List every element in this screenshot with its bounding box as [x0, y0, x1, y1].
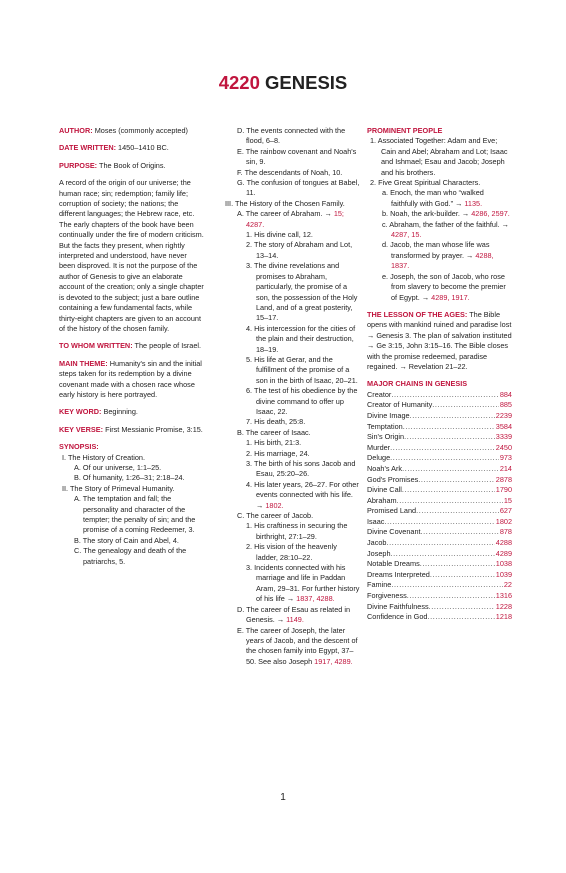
lesson-label: THE LESSON OF THE AGES:	[367, 309, 468, 319]
dot-leader	[384, 517, 494, 527]
dot-leader	[427, 612, 494, 622]
outline-item	[222, 449, 360, 459]
outline-item	[222, 626, 360, 668]
chain-name: Jacob	[367, 538, 387, 548]
chain-row	[367, 612, 512, 623]
chain-reference: 2450	[495, 442, 512, 452]
chain-reference: 973	[499, 453, 512, 463]
purpose-label: PURPOSE:	[59, 160, 98, 170]
outline-item	[59, 463, 205, 473]
outline-item	[222, 521, 360, 542]
outline-item-text: 7. His death, 25:8.	[246, 417, 306, 427]
chain-row	[367, 411, 512, 422]
cross-reference: 4286, 2597.	[471, 209, 510, 219]
outline-item	[222, 428, 360, 438]
chain-reference: 884	[499, 389, 512, 399]
outline-item	[367, 220, 512, 241]
outline-item-text: I. The History of Creation.	[62, 452, 146, 462]
outline-item	[367, 178, 512, 188]
main-theme-text: Humanity's sin and the initial steps taken for its redemption by a divine covenant made with a chosen race whose early history is here portrayed.	[59, 358, 202, 399]
date-written-label: DATE WRITTEN:	[59, 143, 117, 153]
outline-item-text: 5. His life at Gerar, and the fulfillment of the promise of a son in the birth of Isaac, 20–21.	[246, 354, 358, 385]
outline-item	[367, 240, 512, 271]
page-title	[0, 72, 566, 94]
outline-item-text: d. Jacob, the man whose life was transformed by prayer. →	[382, 240, 490, 260]
chain-reference: 885	[499, 400, 512, 410]
outline-item	[59, 473, 205, 483]
outline-item-text: C. The genealogy and death of the patriarchs, 5.	[74, 546, 187, 566]
outline-item	[222, 178, 360, 199]
purpose-section	[59, 161, 205, 171]
outline-item-text: 1. His craftiness in securing the birthright, 27:1–29.	[246, 521, 348, 541]
chain-name: Divine Faithfulness	[367, 601, 429, 611]
outline-item	[59, 536, 205, 546]
title-page-number: 4220	[218, 72, 260, 93]
outline-item	[222, 438, 360, 448]
chain-reference: 1228	[495, 601, 512, 611]
chain-reference: 22	[503, 580, 512, 590]
outline-item-text: E. The rainbow covenant and Noah's sin, 9.	[237, 146, 357, 167]
cross-reference: 4288, 1837.	[391, 250, 494, 271]
dot-leader	[390, 443, 495, 453]
chain-reference: 1218	[495, 612, 512, 622]
column-left	[59, 126, 205, 567]
outline-item	[59, 453, 205, 463]
outline-item-text: 3. The birth of his sons Jacob and Esau, 25:20–26.	[246, 459, 356, 479]
chain-name: God's Promises	[367, 474, 419, 484]
dot-leader	[432, 400, 499, 410]
outline-item-text: C. The career of Jacob.	[237, 511, 314, 521]
outline-item-text: 2. His vision of the heavenly ladder, 28:10–22.	[246, 542, 337, 562]
outline-item	[222, 240, 360, 261]
dot-leader	[421, 527, 499, 537]
key-verse-text: First Messianic Promise, 3:15.	[105, 424, 203, 434]
chain-reference: 2239	[495, 410, 512, 420]
outline-item-text: III. The History of the Chosen Family.	[225, 198, 345, 208]
chain-name: Confidence in God	[367, 612, 428, 622]
lesson-text: The Bible opens with mankind ruined and paradise lost → Genesis 3. The plan of salvation instituted → Ge 3:15, John 3:15–16. The Bible closes with the promise redeemed, paradise regained. → Revelation 21–22.	[367, 309, 512, 371]
cross-reference: 4287, 15.	[391, 230, 422, 240]
chain-row	[367, 517, 512, 528]
dot-leader	[420, 559, 495, 569]
dot-leader	[390, 453, 499, 463]
synopsis-list-part2	[222, 126, 360, 667]
main-theme-label: MAIN THEME:	[59, 358, 108, 368]
outline-item-text: 1. His birth, 21:3.	[246, 438, 302, 448]
chain-reference: 1316	[495, 591, 512, 601]
chain-row	[367, 432, 512, 443]
chain-row	[367, 390, 512, 401]
outline-item	[222, 261, 360, 323]
outline-item	[222, 168, 360, 178]
chain-reference: 1802	[495, 516, 512, 526]
chain-row	[367, 559, 512, 570]
chain-row	[367, 400, 512, 411]
outline-item	[222, 147, 360, 168]
outline-item	[59, 546, 205, 567]
prominent-people-list	[367, 136, 512, 303]
outline-item	[59, 484, 205, 494]
chain-row	[367, 475, 512, 486]
cross-reference: 1837, 4288.	[296, 594, 335, 604]
outline-item-text: a. Enoch, the man who “walked faithfully with God.” →	[382, 188, 484, 208]
outline-item-text: B. The story of Cain and Abel, 4.	[74, 535, 179, 545]
chain-row	[367, 496, 512, 507]
chain-name: Murder	[367, 442, 391, 452]
outline-item	[222, 386, 360, 417]
outline-item	[222, 209, 360, 230]
chain-name: Forgiveness	[367, 591, 407, 601]
to-whom-section	[59, 341, 205, 351]
chain-reference: 214	[499, 463, 512, 473]
outline-item-text: 4. His later years, 26–27. For other events connected with his life. →	[246, 479, 359, 510]
dot-leader	[391, 580, 503, 590]
outline-item	[59, 494, 205, 536]
outline-item-text: 4. His intercession for the cities of the plain and their destruction, 18–19.	[246, 323, 356, 354]
dot-leader	[410, 411, 495, 421]
main-theme-section	[59, 359, 205, 401]
outline-item	[222, 605, 360, 626]
outline-item-text: A. The temptation and fall; the personality and character of the tempter; the penalty of sin; and the promise of a coming Redeemer, 3.	[74, 494, 196, 535]
outline-item-text: D. The career of Esau as related in Genesis. →	[237, 604, 351, 625]
outline-item	[222, 230, 360, 240]
chain-name: Divine Image	[367, 410, 410, 420]
chain-row	[367, 506, 512, 517]
outline-item-text: b. Noah, the ark-builder. →	[382, 209, 472, 219]
cross-reference: 1917, 4289.	[314, 656, 353, 666]
chain-reference: 878	[499, 527, 512, 537]
outline-item	[367, 209, 512, 219]
footer-page-number: 1	[280, 792, 286, 803]
chain-reference: 627	[499, 506, 512, 516]
chain-name: Isaac	[367, 516, 385, 526]
chain-name: Deluge	[367, 453, 391, 463]
dot-leader	[402, 464, 499, 474]
outline-item	[222, 417, 360, 427]
outline-item-text: 1. Associated Together: Adam and Eve; Cain and Abel; Abraham and Lot; Isaac and Ishmael; Esau and Jacob; Joseph and his brothers.	[370, 136, 508, 177]
chain-row	[367, 591, 512, 602]
key-verse-label: KEY VERSE:	[59, 424, 104, 434]
prominent-people-label: PROMINENT PEOPLE	[367, 126, 443, 135]
chain-row	[367, 580, 512, 591]
outline-item-text: 6. The test of his obedience by the divine command to offer up Isaac, 22.	[246, 386, 358, 416]
outline-item-text: E. The career of Joseph, the later years of Jacob, and the descent of the chosen family into Egypt, 37–50. See also Joseph	[237, 625, 358, 666]
outline-item	[367, 188, 512, 209]
dot-leader	[391, 390, 498, 400]
dot-leader	[397, 496, 503, 506]
author-text: Moses (commonly accepted)	[94, 126, 188, 135]
cross-reference: 1135.	[464, 198, 483, 208]
chain-name: Creator of Humanity	[367, 400, 433, 410]
chain-name: Noah's Ark	[367, 463, 403, 473]
dot-leader	[416, 506, 499, 516]
chain-name: Sin's Origin	[367, 432, 405, 442]
outline-item-text: D. The events connected with the flood, 6–8.	[237, 126, 346, 146]
chain-name: Divine Call	[367, 485, 402, 495]
chain-name: Creator	[367, 389, 392, 399]
chain-name: Dreams Interpreted	[367, 569, 430, 579]
chains-list	[367, 390, 512, 623]
outline-item-text: c. Abraham, the father of the faithful. →	[382, 219, 509, 229]
intro-paragraph: A record of the origin of our universe; the human race; sin; redemption; family life; corruption of society; the nations; the different languages; the Hebrew race, etc. The early chapters of the book have been continually under the fire of modern criticism. But the facts they present, when rightly interpreted and understood, have never been disproved. It is not the purpose of the author of Genesis to give an elaborate account of the creation; only a single chapter is devoted to the subject; just a bare outline containing a few fundamental facts, while thirty-eight chapters are given to an account of the history of the chosen family.	[59, 178, 204, 333]
outline-item-text: 2. His marriage, 24.	[246, 448, 310, 458]
synopsis-list-part1	[59, 453, 205, 567]
outline-item	[222, 459, 360, 480]
dot-leader	[418, 475, 494, 485]
cross-reference: 4289, 1917.	[431, 292, 470, 302]
outline-item	[367, 136, 512, 178]
outline-item-text: 1. His divine call, 12.	[246, 230, 313, 240]
chain-reference: 1039	[495, 569, 512, 579]
outline-item-text: B. The career of Isaac.	[237, 427, 311, 437]
chains-label: MAJOR CHAINS IN GENESIS	[367, 379, 468, 389]
chain-row	[367, 549, 512, 560]
chain-reference: 2878	[495, 474, 512, 484]
chain-reference: 3339	[495, 432, 512, 442]
column-middle	[222, 126, 360, 667]
cross-reference: 1802.	[265, 500, 284, 510]
author-section	[59, 126, 205, 136]
title-book: GENESIS	[265, 72, 348, 93]
outline-item	[222, 126, 360, 147]
outline-item-text: 2. Five Great Spiritual Characters.	[370, 178, 481, 188]
author-label: AUTHOR:	[59, 126, 93, 135]
outline-item	[222, 199, 360, 209]
chain-row	[367, 527, 512, 538]
chain-name: Abraham	[367, 495, 397, 505]
chain-reference: 15	[503, 495, 512, 505]
key-word-text: Beginning.	[103, 407, 138, 417]
to-whom-text: The people of Israel.	[134, 341, 202, 351]
cross-reference: 15; 4287.	[246, 209, 344, 229]
purpose-text: The Book of Origins.	[99, 160, 166, 170]
key-word-section	[59, 407, 205, 417]
key-verse-section	[59, 425, 205, 435]
chain-reference: 3584	[495, 421, 512, 431]
outline-item-text: 2. The story of Abraham and Lot, 13–14.	[246, 240, 353, 260]
dot-leader	[386, 538, 494, 548]
chain-reference: 1790	[495, 485, 512, 495]
outline-item	[222, 542, 360, 563]
outline-item	[222, 324, 360, 355]
chain-name: Notable Dreams	[367, 559, 420, 569]
date-written-text: 1450–1410 BC.	[118, 143, 169, 153]
chain-row	[367, 453, 512, 464]
outline-item-text: e. Joseph, the son of Jacob, who rose from slavery to become the premier of Egypt. →	[382, 271, 506, 302]
dot-leader	[403, 422, 495, 432]
chain-name: Promised Land	[367, 506, 417, 516]
chain-row	[367, 538, 512, 549]
synopsis-label: SYNOPSIS:	[59, 442, 99, 452]
outline-item-text: 3. The divine revelations and promises to Abraham, particularly, the promise of a son, the possession of the Holy Land, and of a great posterity, 15–17.	[246, 261, 358, 323]
lesson-section	[367, 310, 512, 372]
chain-reference: 4289	[495, 548, 512, 558]
chain-name: Joseph	[367, 548, 391, 558]
outline-item-text: A. Of our universe, 1:1–25.	[74, 462, 162, 472]
cross-reference: 1149.	[286, 615, 304, 625]
chain-row	[367, 422, 512, 433]
chain-row	[367, 464, 512, 475]
outline-item-text: G. The confusion of tongues at Babel, 11.	[237, 178, 360, 198]
chain-reference: 4288	[495, 538, 512, 548]
outline-item-text: II. The Story of Primeval Humanity.	[62, 483, 175, 493]
dot-leader	[404, 432, 495, 442]
outline-item-text: A. The career of Abraham. →	[237, 209, 334, 219]
chain-name: Temptation	[367, 421, 403, 431]
dot-leader	[402, 485, 495, 495]
chain-row	[367, 485, 512, 496]
dot-leader	[430, 570, 495, 580]
chain-reference: 1038	[495, 559, 512, 569]
dot-leader	[391, 549, 495, 559]
dot-leader	[429, 602, 495, 612]
outline-item-text: F. The descendants of Noah, 10.	[237, 167, 343, 177]
outline-item	[222, 355, 360, 386]
to-whom-label: TO WHOM WRITTEN:	[59, 341, 133, 351]
outline-item-text: B. Of humanity, 1:26–31; 2:18–24.	[74, 473, 185, 483]
chain-name: Divine Covenant	[367, 527, 421, 537]
chain-row	[367, 570, 512, 581]
key-word-label: KEY WORD:	[59, 407, 102, 417]
chain-row	[367, 443, 512, 454]
column-right	[367, 126, 512, 623]
outline-item	[222, 563, 360, 605]
outline-item	[222, 480, 360, 511]
dot-leader	[407, 591, 495, 601]
outline-item-text: 3. Incidents connected with his marriage and life in Paddan Aram, 29–31. For further history of his life →	[246, 563, 360, 604]
chain-name: Famine	[367, 580, 392, 590]
outline-item	[222, 511, 360, 521]
outline-item	[367, 272, 512, 303]
chain-row	[367, 602, 512, 613]
date-written-section	[59, 143, 205, 153]
